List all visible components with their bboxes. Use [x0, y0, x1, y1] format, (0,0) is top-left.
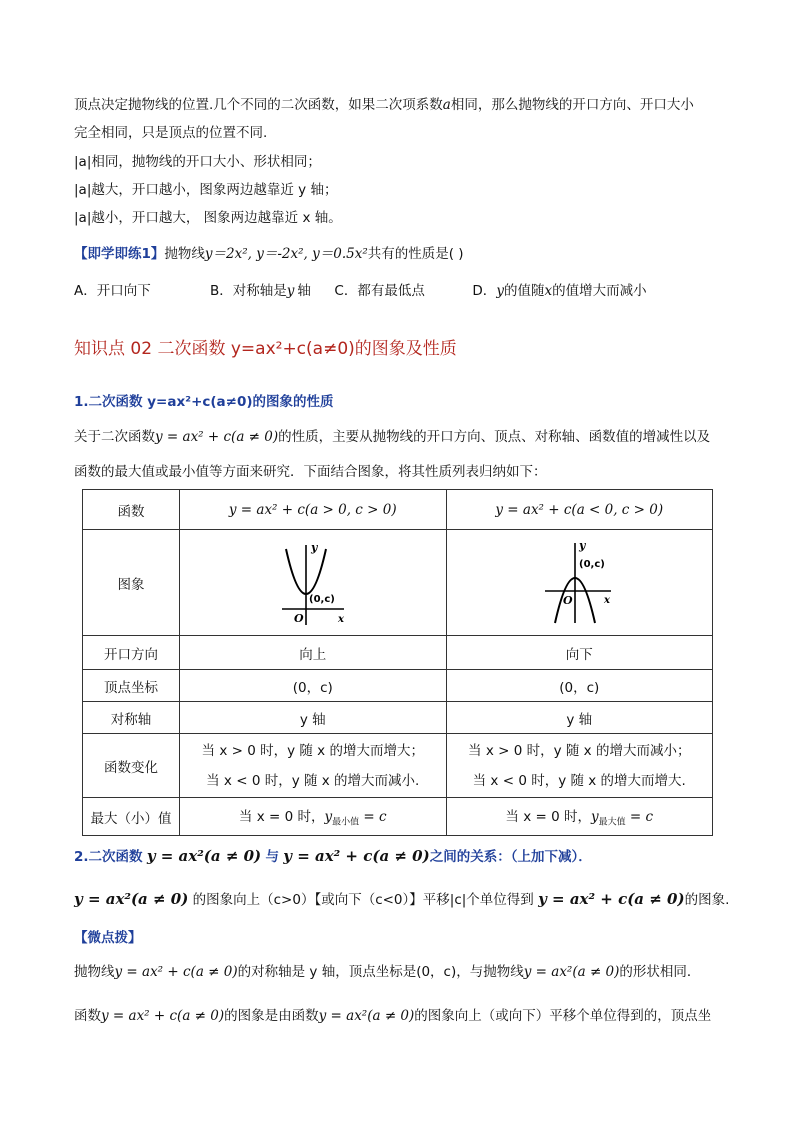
exercise-tag: 【即学即练1】 — [74, 246, 165, 262]
section-desc-2: 函数的最大值或最小值等方面来研究．下面结合图象，将其性质列表归纳如下： — [74, 464, 547, 480]
intro-line-3: |a|相同，抛物线的开口大小、形状相同； — [74, 154, 321, 170]
option-c: C．都有最低点 — [334, 283, 425, 299]
cell-left: 向上 — [180, 636, 447, 670]
table-row-change — [83, 734, 713, 798]
x-axis-label: x — [604, 594, 611, 606]
tip-paragraph-1: 抛物线y = ax² + c(a ≠ 0)的对称轴是 y 轴，顶点坐标是(0，c)，与抛物线y = ax²(a ≠ 0)的形状相同． — [74, 964, 701, 980]
shift-relation: y = ax²(a ≠ 0) 的图象向上（c>0）【或向下（c<0）】平移|c|个单位得到 y = ax² + c(a ≠ 0)的图象. — [74, 890, 730, 908]
graph-left-cell — [180, 530, 447, 636]
exercise-options: A．开口向下 B．对称轴是y 轴 C．都有最低点 D．y的值随x的值增大而减小 — [74, 283, 647, 299]
downward-parabola-graph — [541, 539, 617, 627]
properties-table — [82, 489, 713, 836]
row-label: 开口方向 — [83, 636, 180, 670]
table-row-vertex — [83, 670, 713, 702]
cell-right: 向下 — [446, 636, 713, 670]
upward-parabola-graph — [278, 539, 348, 627]
cell-right: (0，c) — [446, 670, 713, 702]
intro-line-5: |a|越小，开口越大， 图象两边越靠近 x 轴。 — [74, 210, 342, 226]
y-axis-label: y — [310, 540, 318, 554]
section-desc-1: 关于二次函数y = ax² + c(a ≠ 0)的性质，主要从抛物线的开口方向、顶点、对称轴、函数值的增减性以及 — [74, 429, 711, 445]
table-row-axis — [83, 702, 713, 734]
cell-right: y 轴 — [446, 702, 713, 734]
origin-label: O — [293, 611, 304, 625]
vertex-label: (0,c) — [579, 558, 606, 570]
subsection-2-title: 2.二次函数 y = ax²(a ≠ 0) 与 y = ax² + c(a ≠ 0)之间的关系：（上加下减）． — [74, 847, 592, 865]
cell-right: y = ax² + c(a < 0, c > 0) — [446, 490, 713, 530]
intro-line-2: 完全相同，只是顶点的位置不同. — [74, 125, 268, 141]
subsection-1-title: 1.二次函数 y=ax²+c(a≠0)的图象的性质 — [74, 394, 334, 410]
origin-label: O — [563, 593, 573, 607]
tip-paragraph-2: 函数y = ax² + c(a ≠ 0)的图象是由函数y = ax²(a ≠ 0)的图象向上（或向下）平移个单位得到的，顶点坐 — [74, 1008, 712, 1024]
graph-right-cell — [446, 530, 713, 636]
table-row-function — [83, 490, 713, 530]
change-right-1: 当 x > 0 时，y 随 x 的增大而减小； — [468, 742, 691, 759]
option-b: B．对称轴是 — [210, 283, 287, 299]
intro-line-4: |a|越大，开口越小，图象两边越靠近 y 轴； — [74, 182, 338, 198]
cell-right: 当 x = 0 时，$y_{最大值} = c$ — [446, 798, 713, 836]
tip-tag: 【微点拨】 — [74, 930, 142, 946]
change-left-1: 当 x > 0 时，y 随 x 的增大而增大； — [201, 742, 424, 759]
option-d: D． — [472, 283, 497, 299]
cell-left: y 轴 — [180, 702, 447, 734]
row-label: 函数 — [83, 490, 180, 530]
table-row-graph — [83, 530, 713, 636]
table-row-direction — [83, 636, 713, 670]
table-row-extreme — [83, 798, 713, 836]
intro-line-1: 顶点决定抛物线的位置.几个不同的二次函数，如果二次项系数a相同，那么抛物线的开口方向、开口大小 — [74, 97, 694, 113]
section-heading: 知识点 02 二次函数 y=ax²+c(a≠0)的图象及性质 — [74, 339, 457, 359]
exercise-question: 【即学即练1】抛物线y＝2x², y＝-2x², y＝0.5x²共有的性质是( ) — [74, 246, 464, 262]
vertex-label: (0,c) — [308, 593, 335, 605]
cell-left: 当 x = 0 时，$y_{最小值} = c$ — [180, 798, 447, 836]
change-left-2: 当 x < 0 时，y 随 x 的增大而减小. — [206, 772, 420, 789]
row-label: 图象 — [83, 530, 180, 636]
change-right-2: 当 x < 0 时，y 随 x 的增大而增大. — [472, 772, 686, 789]
cell-left: y = ax² + c(a > 0, c > 0) — [180, 490, 447, 530]
row-label: 函数变化 — [83, 734, 180, 798]
cell-left — [180, 734, 447, 798]
row-label: 最大（小）值 — [83, 798, 180, 836]
option-a: A．开口向下 — [74, 283, 151, 299]
cell-right — [446, 734, 713, 798]
row-label: 顶点坐标 — [83, 670, 180, 702]
row-label: 对称轴 — [83, 702, 180, 734]
y-axis-label: y — [579, 538, 586, 552]
cell-left: (0，c) — [180, 670, 447, 702]
x-axis-label: x — [337, 613, 344, 625]
